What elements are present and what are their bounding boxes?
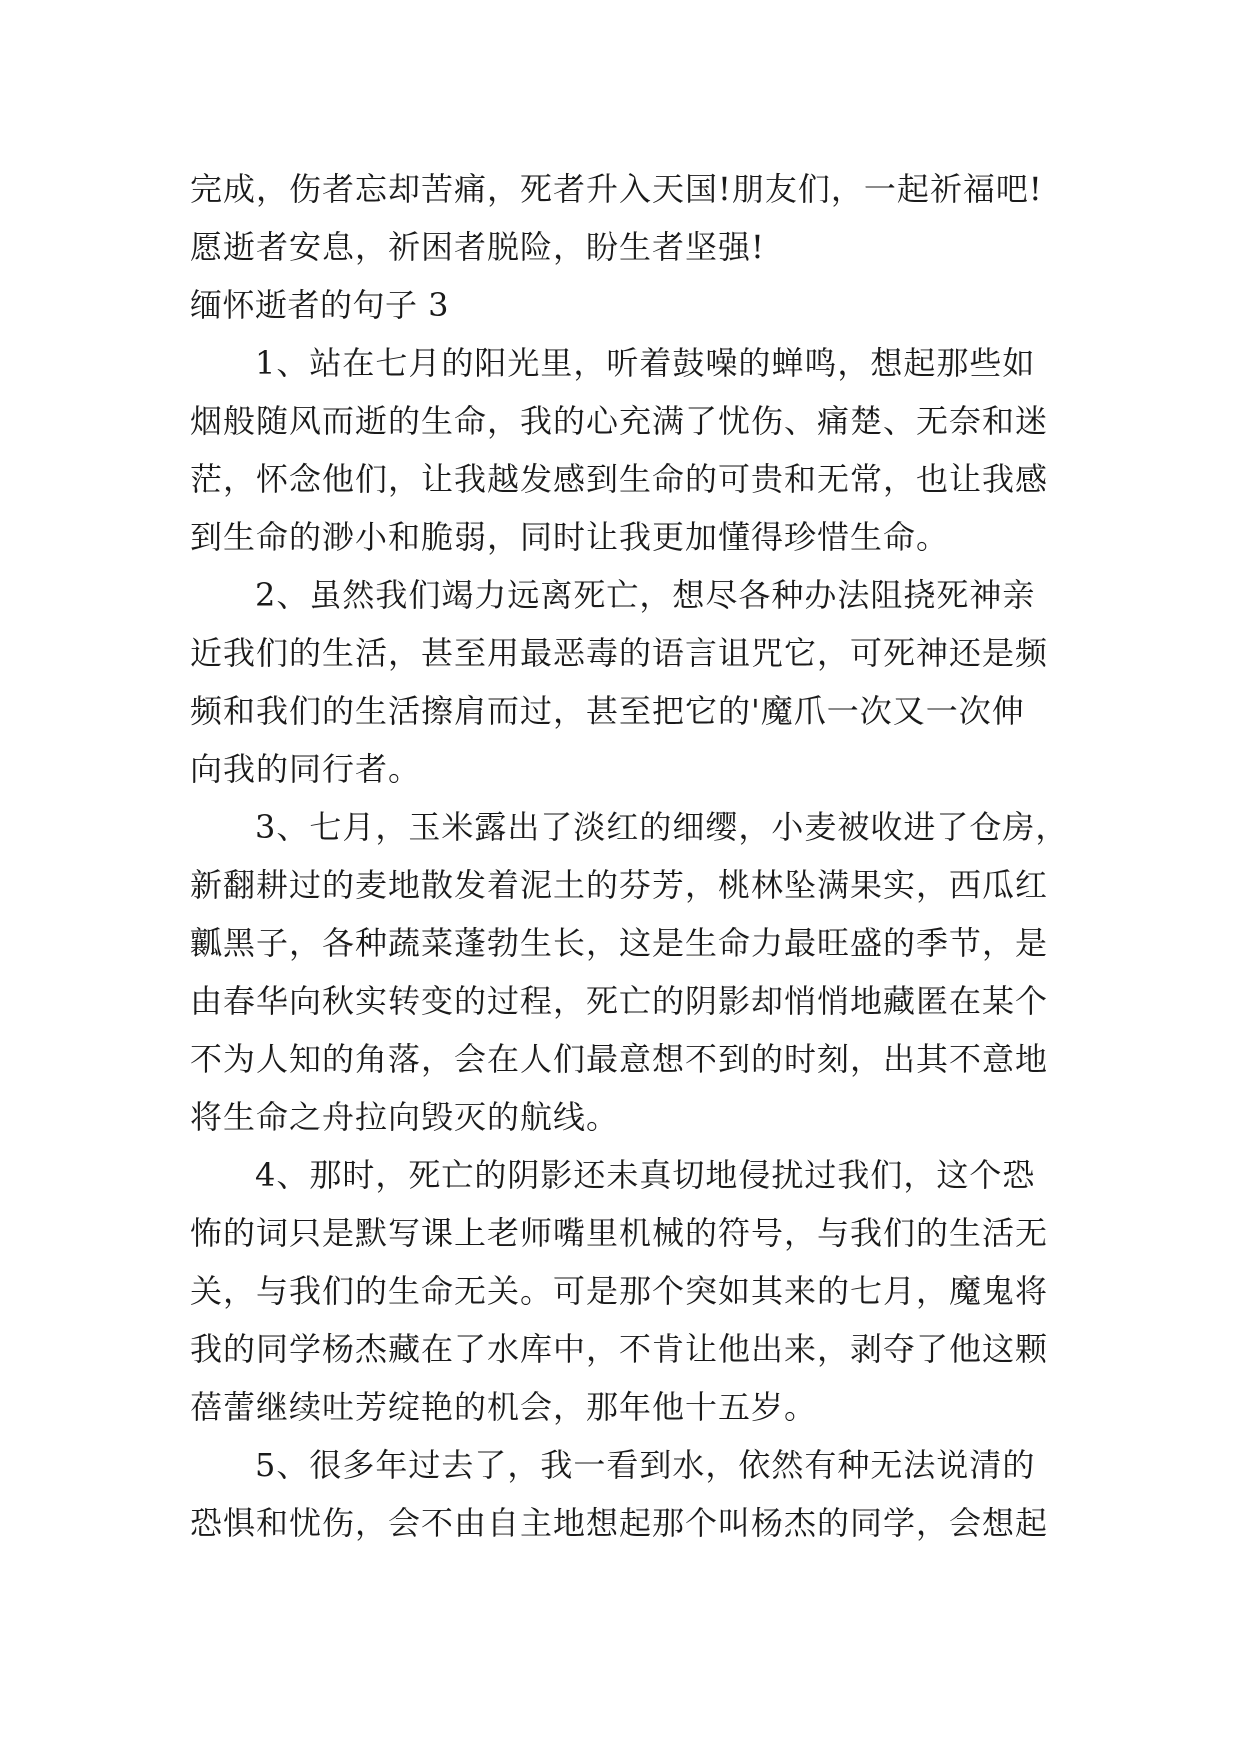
text-line: 烟般随风而逝的生命，我的心充满了忧伤、痛楚、无奈和迷 <box>190 402 1049 440</box>
paragraph-4 <box>190 1146 1050 1436</box>
text-line: 将生命之舟拉向毁灭的航线。 <box>190 1098 620 1136</box>
text-line: 向我的同行者。 <box>190 750 422 788</box>
text-line: 恐惧和忧伤，会不由自主地想起那个叫杨杰的同学，会想起 <box>190 1504 1049 1542</box>
text-line: 由春华向秋实转变的过程，死亡的阴影却悄悄地藏匿在某个 <box>190 982 1049 1020</box>
text-line: 瓤黑子，各种蔬菜蓬勃生长，这是生命力最旺盛的季节，是 <box>190 924 1049 962</box>
paragraph-5 <box>190 1436 1050 1552</box>
paragraph-3 <box>190 798 1069 1146</box>
text-line: 完成，伤者忘却苦痛，死者升入天国!朋友们，一起祈福吧! <box>190 170 1043 208</box>
text-line: 怖的词只是默写课上老师嘴里机械的符号，与我们的生活无 <box>190 1214 1049 1252</box>
text-line: 我的同学杨杰藏在了水库中，不肯让他出来，剥夺了他这颗 <box>190 1330 1049 1368</box>
paragraph-1 <box>190 334 1050 566</box>
text-line: 频和我们的生活擦肩而过，甚至把它的'魔爪一次又一次伸 <box>190 692 1025 730</box>
text-line: 2、虽然我们竭力远离死亡，想尽各种办法阻挠死神亲 <box>255 576 1036 614</box>
text-line: 愿逝者安息，祈困者脱险，盼生者坚强! <box>190 228 765 266</box>
text-line: 5、很多年过去了，我一看到水，依然有种无法说清的 <box>255 1446 1036 1484</box>
text-line: 新翻耕过的麦地散发着泥土的芬芳，桃林坠满果实，西瓜红 <box>190 866 1049 904</box>
text-line: 4、那时，死亡的阴影还未真切地侵扰过我们，这个恐 <box>255 1156 1036 1194</box>
text-line: 3、七月，玉米露出了淡红的细缨，小麦被收进了仓房， <box>255 808 1069 846</box>
text-line: 关，与我们的生命无关。可是那个突如其来的七月，魔鬼将 <box>190 1272 1049 1310</box>
text-line: 茫，怀念他们，让我越发感到生命的可贵和无常，也让我感 <box>190 460 1049 498</box>
text-line: 1、站在七月的阳光里，听着鼓噪的蝉鸣，想起那些如 <box>255 344 1036 382</box>
paragraph-2 <box>190 566 1050 798</box>
text-line: 蓓蕾继续吐芳绽艳的机会，那年他十五岁。 <box>190 1388 818 1426</box>
text-line: 不为人知的角落，会在人们最意想不到的时刻，出其不意地 <box>190 1040 1049 1078</box>
text-line: 到生命的渺小和脆弱，同时让我更加懂得珍惜生命。 <box>190 518 950 556</box>
document-body <box>190 160 1069 1552</box>
section-title: 缅怀逝者的句子 3 <box>190 286 450 324</box>
text-line: 近我们的生活，甚至用最恶毒的语言诅咒它，可死神还是频 <box>190 634 1049 672</box>
